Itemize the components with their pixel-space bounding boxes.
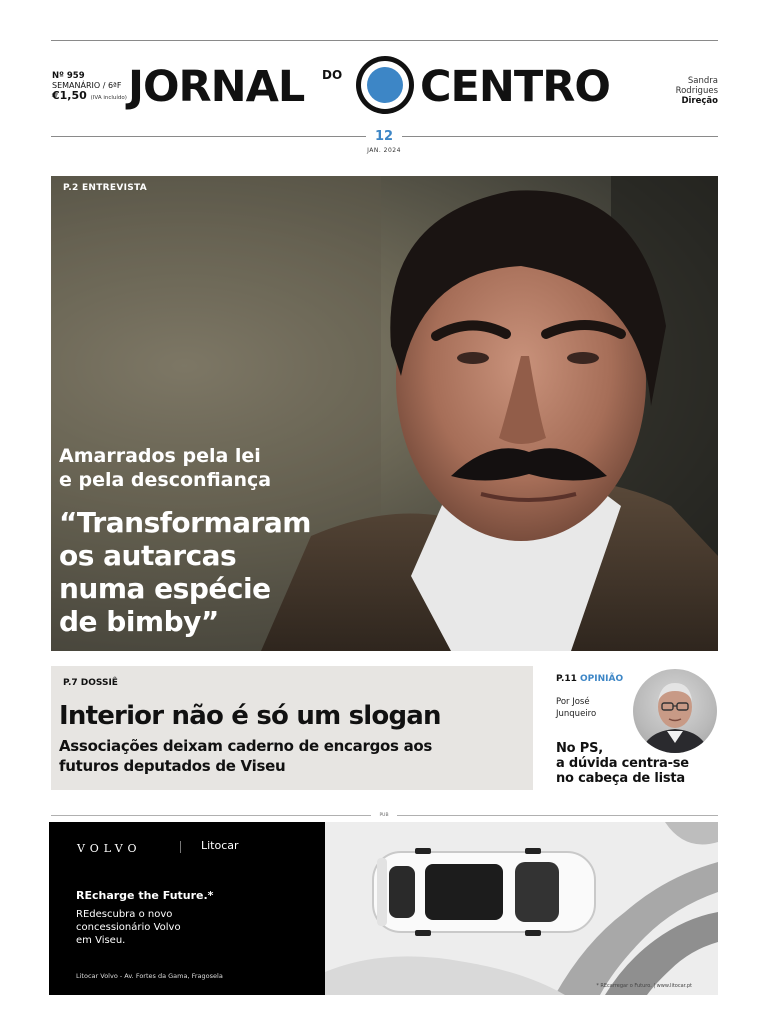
hero-subtitle-line: Amarrados pela lei (59, 445, 261, 467)
issue-price (52, 90, 127, 104)
opinion-author (556, 696, 596, 720)
ad-brand-separator (180, 841, 181, 853)
ad-fine-print: * REcarregar o Futuro. | www.litocar.pt (596, 983, 692, 989)
masthead-title-left: JORNAL (128, 62, 305, 112)
eye-logo-icon (354, 54, 416, 116)
ad-address: Litocar Volvo - Av. Fortes da Gama, Fragosela (76, 972, 223, 980)
hero-subtitle-line: e pela desconfiança (59, 469, 272, 491)
price-note: (IVA incluído) (90, 95, 127, 101)
ad-brand: VOLVO (77, 842, 142, 855)
opinion-label: OPINIÃO (580, 674, 624, 684)
hero-quote-line: de bimby” (59, 605, 219, 638)
issue-info (52, 72, 127, 104)
masthead-title-right: CENTRO (420, 62, 610, 112)
opinion-author-line: Por José (556, 697, 590, 707)
hero-quote-line: os autarcas (59, 539, 237, 572)
ad-headline: REcharge the Future.* (76, 889, 214, 902)
price-value: €1,50 (52, 89, 87, 102)
director-role: Direção (681, 96, 718, 106)
opinion-headline-line: a dúvida centra-se (556, 756, 689, 771)
ad-body (76, 908, 181, 947)
dossie-headline: Interior não é só um slogan (59, 701, 441, 731)
director-first-name: Sandra (687, 76, 718, 86)
issue-number: Nº 959 (52, 71, 85, 81)
opinion-headline[interactable] (556, 741, 689, 786)
ad-dealer: Litocar (201, 839, 239, 852)
opinion-headline-line: no cabeça de lista (556, 771, 686, 786)
hero-photo[interactable] (51, 176, 718, 651)
ad-panel-text[interactable] (49, 822, 325, 995)
opinion-author-line: Junqueiro (556, 709, 597, 719)
issue-frequency: SEMANÁRIO / 6ªF (52, 81, 122, 90)
hero-subtitle (59, 444, 271, 492)
masthead-title-do: DO (322, 68, 343, 82)
top-rule (51, 40, 718, 41)
director-info (676, 76, 718, 106)
ad-body-line: em Viseu. (76, 935, 126, 946)
advertising-label: PUB (379, 813, 389, 818)
opinion-page: P.11 (556, 674, 577, 684)
ad-panel-image[interactable] (325, 822, 718, 995)
dossie-story[interactable] (51, 666, 533, 790)
ad-body-line: REdescubra o novo (76, 909, 173, 920)
date-day: 12 (374, 129, 394, 144)
ad-body-line: concessionário Volvo (76, 922, 181, 933)
dossie-subheadline: Associações deixam caderno de encargos aos futuros deputados de Viseu (59, 737, 433, 775)
hero-quote-line: “Transformaram (59, 506, 311, 539)
car-road-illustration (325, 822, 718, 995)
opinion-section-tag (556, 674, 623, 684)
dossie-section-tag: P.7 DOSSIÊ (63, 678, 118, 688)
hero-quote-line: numa espécie (59, 572, 271, 605)
date-month-year: JAN. 2024 (367, 147, 401, 154)
hero-section-tag: P.2 ENTREVISTA (63, 183, 148, 193)
director-last-name: Rodrigues (675, 86, 718, 96)
opinion-headline-line: No PS, (556, 741, 603, 756)
hero-quote[interactable] (59, 506, 379, 638)
